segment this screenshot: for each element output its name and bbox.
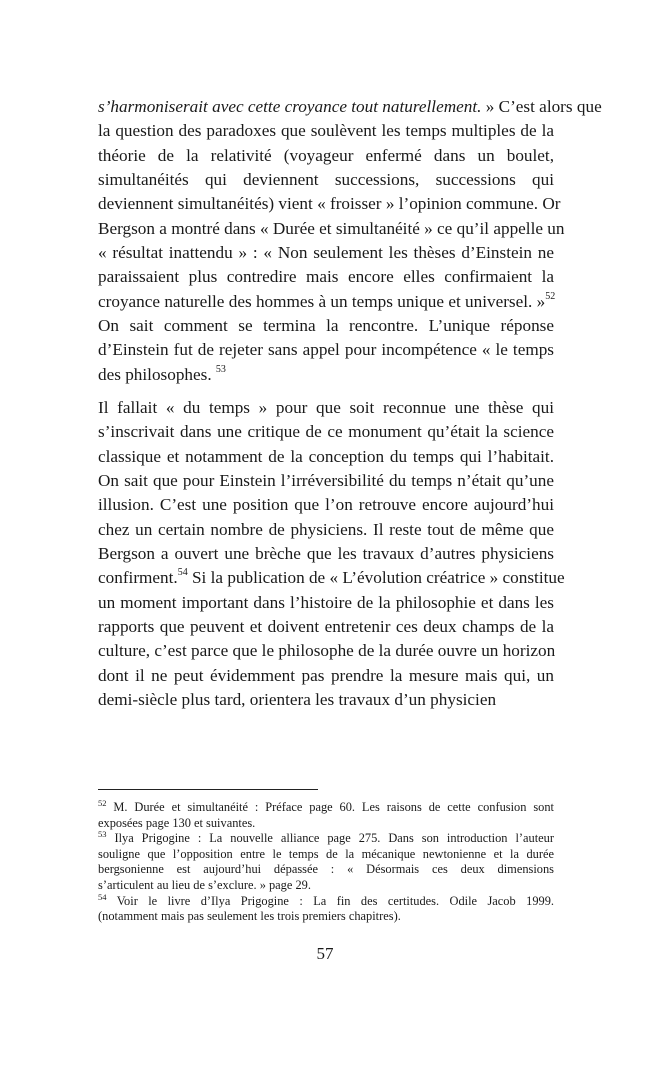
text-segment: un moment important dans l’histoire de la philosophie et dans les	[98, 592, 554, 612]
text-segment: rapports que peuvent et doivent entretenir ces deux champs de la	[98, 617, 554, 637]
text-line	[98, 217, 565, 241]
text-line	[98, 518, 554, 542]
text-line	[98, 909, 554, 925]
text-segment: « résultat inattendu » : « Non seulement les thèses d’Einstein ne	[98, 243, 554, 263]
text-line	[98, 95, 602, 119]
text-segment: théorie de la relativité (voyageur enfermé dans un boulet,	[98, 145, 554, 165]
text-segment: confirment.	[98, 568, 178, 588]
text-segment: des philosophes.	[98, 364, 216, 384]
text-line	[98, 542, 554, 566]
text-line	[98, 144, 554, 168]
text-line	[98, 420, 554, 444]
text-line	[98, 831, 554, 847]
text-line	[98, 314, 554, 338]
text-line	[98, 396, 554, 420]
body-paragraph-1	[98, 95, 602, 387]
footnote-ref: 52	[545, 290, 556, 302]
text-line	[98, 493, 554, 517]
text-line	[98, 800, 554, 816]
text-line	[98, 591, 554, 615]
text-line	[98, 192, 561, 216]
footnote-ref: 54	[177, 567, 188, 579]
text-segment: dont il ne peut évidemment pas prendre la mesure mais qui, un	[98, 665, 554, 685]
text-segment: Bergson a montré dans « Durée et simultanéité » ce qu’il appelle un	[98, 218, 565, 238]
text-segment: On sait que pour Einstein l’irréversibilité du temps n’était qu’une	[98, 471, 554, 491]
text-segment: deviennent simultanéités) vient « froisser » l’opinion commune. Or	[98, 194, 561, 214]
text-segment: illusion. C’est une position que l’on retrouve encore aujourd’hui	[98, 495, 554, 515]
text-segment: demi-siècle plus tard, orientera les travaux d’un physicien	[98, 690, 497, 710]
text-segment: (notamment mais pas seulement les trois premiers chapitres).	[98, 909, 401, 924]
page-number: 57	[316, 944, 334, 963]
text-segment: souligne que l’opposition entre le temps de la mécanique newtonienne et la durée	[98, 846, 554, 861]
text-segment: exposées page 130 et suivantes.	[98, 815, 256, 830]
text-line	[98, 241, 554, 265]
text-segment: la question des paradoxes que soulèvent les temps multiples de la	[98, 121, 554, 141]
text-line	[98, 891, 554, 910]
text-line	[98, 847, 554, 863]
text-segment: Si la publication de « L’évolution créatrice » constitue	[187, 568, 565, 588]
text-line	[98, 688, 554, 712]
text-segment: Bergson a ouvert une brèche que les travaux d’autres physiciens	[98, 544, 554, 564]
text-line	[98, 639, 554, 663]
text-segment: s’harmoniserait avec cette croyance tout naturellement.	[98, 97, 482, 116]
text-line	[98, 338, 554, 362]
text-segment: » C’est alors que	[481, 97, 602, 116]
text-segment: M. Durée et simultanéité : Préface page 60. Les raisons de cette confusion sont	[106, 800, 554, 814]
footnotes	[98, 800, 554, 925]
text-line	[98, 469, 554, 493]
text-segment: Ilya Prigogine : La nouvelle alliance page 275. Dans son introduction l’auteur	[106, 831, 554, 846]
body-paragraph-2	[98, 396, 565, 712]
text-segment: d’Einstein fut de rejeter sans appel pour incompétence « le temps	[98, 340, 554, 360]
text-segment: croyance naturelle des hommes à un temps unique et universel. »	[98, 291, 546, 311]
text-segment: s’inscrivait dans une critique de ce monument qu’était la science	[98, 422, 554, 442]
text-segment: classique et notamment de la conception du temps qui l’habitait.	[98, 446, 554, 466]
text-line	[98, 816, 554, 832]
text-segment: On sait comment se termina la rencontre. L’unique réponse	[98, 316, 554, 336]
text-line	[98, 862, 554, 878]
text-line	[98, 265, 554, 289]
text-segment: s’articulent au lieu de s’exclure. » page 29.	[98, 877, 311, 892]
text-line	[98, 878, 554, 894]
text-line	[98, 615, 554, 639]
text-segment: Il fallait « du temps » pour que soit reconnue une thèse qui	[98, 398, 554, 417]
text-line	[98, 119, 554, 143]
text-segment: simultanéités qui deviennent successions, successions qui	[98, 170, 554, 190]
footnote-ref: 52	[98, 798, 107, 808]
footnote-ref: 54	[98, 891, 107, 902]
text-line	[98, 168, 554, 192]
footnote-ref: 53	[215, 363, 226, 375]
text-segment: Voir le livre d’Ilya Prigogine : La fin des certitudes. Odile Jacob 1999.	[106, 893, 554, 908]
text-segment: chez un certain nombre de physiciens. Il reste tout de même que	[98, 519, 554, 539]
text-line	[98, 664, 554, 688]
text-segment: culture, c’est parce que le philosophe de la durée ouvre un horizon	[98, 641, 556, 661]
footnote-ref: 53	[98, 829, 107, 840]
text-line	[98, 290, 554, 314]
text-segment: bergsonienne est aujourd’hui dépassée : « Désormais ces deux dimensions	[98, 862, 554, 877]
text-line	[98, 363, 554, 387]
text-segment: paraissaient plus contredire mais encore elles confirmaient la	[98, 267, 554, 287]
footnote-separator	[98, 789, 318, 790]
text-line	[98, 566, 565, 590]
text-line	[98, 445, 554, 469]
